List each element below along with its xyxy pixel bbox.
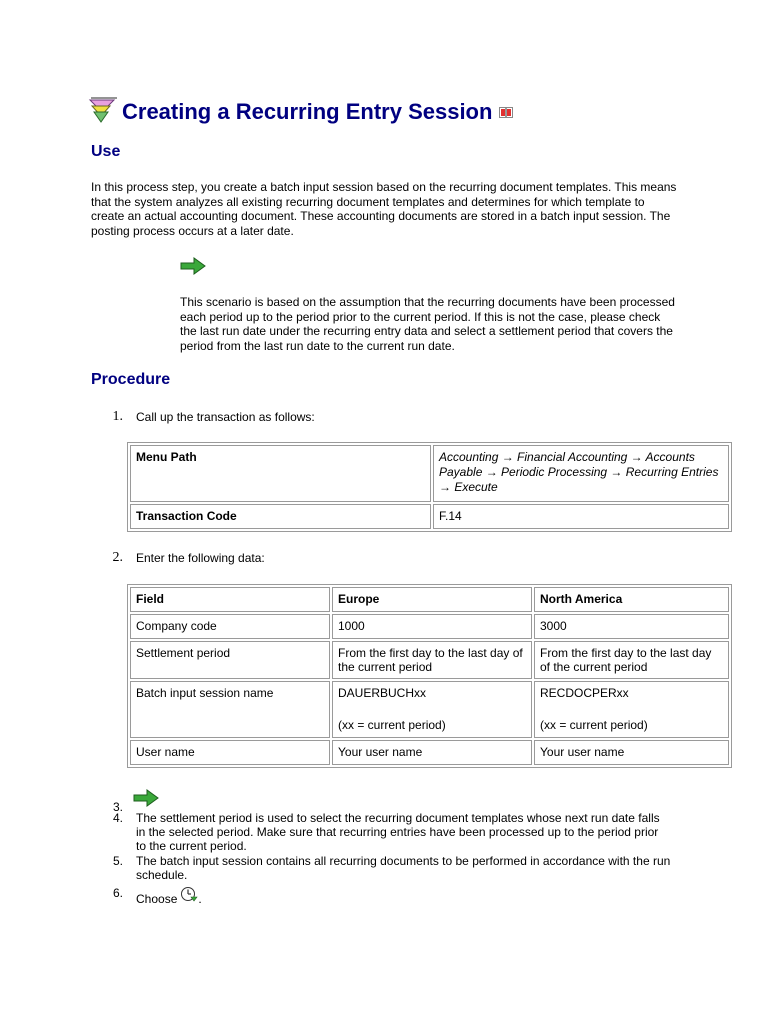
step-text-end: . [198, 892, 202, 906]
step-number: 3. [112, 800, 123, 814]
table-cell: Transaction Code [130, 504, 431, 529]
table-cell: Menu Path [130, 445, 431, 502]
execute-clock-icon[interactable] [180, 886, 198, 905]
page-header [88, 92, 513, 132]
table-cell [332, 681, 532, 738]
table-cell: Company code [130, 614, 330, 639]
step-text: Enter the following data: [136, 551, 265, 565]
table-row [130, 641, 729, 679]
column-header: North America [534, 587, 729, 612]
structure-link-icon[interactable] [499, 105, 513, 123]
transaction-table [127, 442, 732, 532]
list-item [103, 811, 703, 855]
step-number: 2. [112, 550, 123, 565]
use-heading: Use [91, 143, 121, 160]
list-item [103, 854, 703, 884]
session-name-note: (xx = current period) [338, 718, 446, 732]
data-table [127, 584, 732, 768]
column-header: Europe [332, 587, 532, 612]
table-header-row [130, 587, 729, 612]
table-cell: Accounting → Financial Accounting → Accounts Payable → Periodic Processing → Recurring Entries → Execute [433, 445, 729, 502]
table-cell: F.14 [433, 504, 729, 529]
step-text: The batch input session contains all recurring documents to be performed in accordance with the run schedule. [136, 854, 671, 882]
table-row [130, 740, 729, 765]
session-name: DAUERBUCHxx [338, 686, 427, 700]
list-item [103, 886, 703, 904]
step-text: Choose [136, 892, 178, 906]
procedure-heading: Procedure [91, 371, 171, 388]
session-name: RECDOCPERxx [540, 686, 629, 700]
table-cell: From the first day to the last day of the current period [534, 641, 729, 679]
step-number: 5. [112, 854, 123, 868]
process-step-icon [88, 94, 120, 131]
step-number: 6. [112, 886, 123, 900]
table-row [130, 445, 729, 502]
step-number: 4. [112, 811, 123, 825]
green-arrow-icon [180, 257, 206, 280]
table-cell: Batch input session name [130, 681, 330, 738]
column-header: Field [130, 587, 330, 612]
table-row [130, 614, 729, 639]
page-title: Creating a Recurring Entry Session [122, 99, 493, 124]
step-text: Call up the transaction as follows: [136, 410, 315, 424]
table-cell: From the first day to the last day of the current period [332, 641, 532, 679]
table-cell [534, 681, 729, 738]
step-number: 1. [112, 409, 123, 424]
session-name-note: (xx = current period) [540, 718, 648, 732]
list-item [103, 551, 703, 567]
table-cell: 1000 [332, 614, 532, 639]
table-cell: User name [130, 740, 330, 765]
table-cell: Your user name [534, 740, 729, 765]
table-row [130, 504, 729, 529]
table-cell: Settlement period [130, 641, 330, 679]
note-paragraph: This scenario is based on the assumption that the recurring documents have been processed each period up to the period prior to the current period. If this is not the case, please check the last run date under the recurring entry data and select a settlement period that covers the period from the last run date to the current run date. [180, 295, 675, 353]
table-row [130, 681, 729, 738]
table-cell: 3000 [534, 614, 729, 639]
list-item [103, 410, 703, 426]
use-paragraph: In this process step, you create a batch input session based on the recurring document templates. This means that the system analyzes all existing recurring document templates and determines for which template to create an actual accounting document. These accounting documents are stored in a batch input session. The posting process occurs at a later date. [91, 180, 677, 238]
table-cell: Your user name [332, 740, 532, 765]
step-text: The settlement period is used to select the recurring document templates whose next run date falls in the selected period. Make sure that recurring entries have been processed up to the period prior to the current period. [136, 811, 660, 853]
